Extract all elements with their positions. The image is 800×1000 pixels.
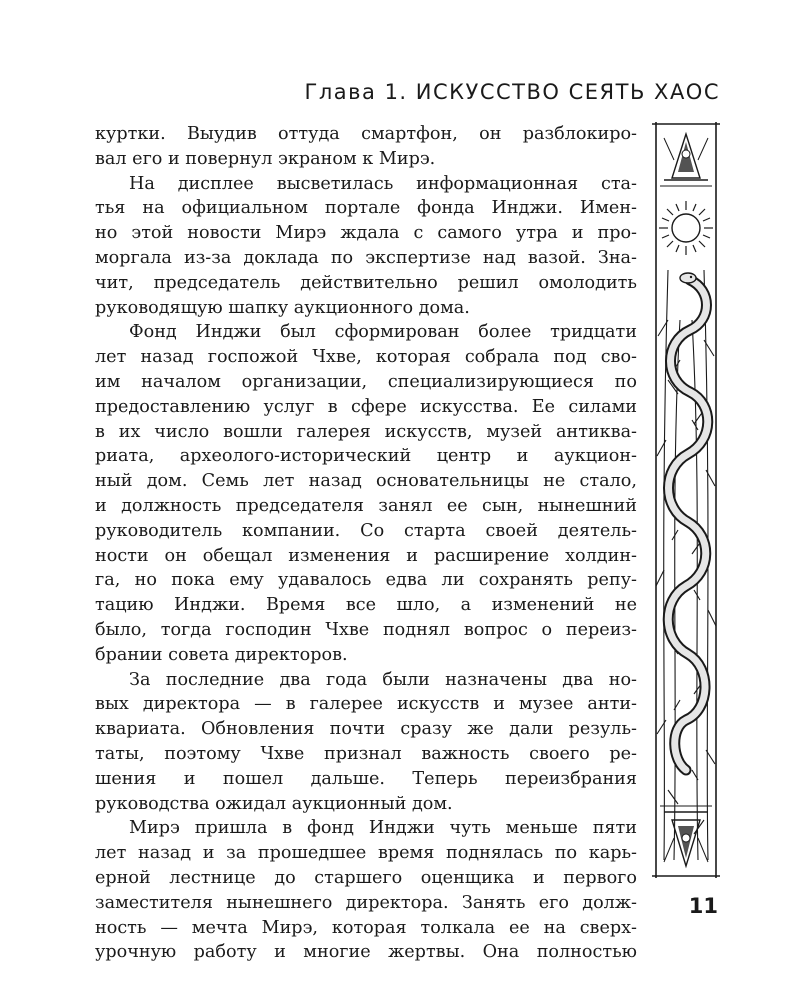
text-line: ность — мечта Мирэ, которая толкала ее на сверх-: [95, 917, 637, 938]
page-number: 11: [688, 894, 718, 918]
text-line: вал его и повернул экраном к Мирэ.: [95, 148, 436, 169]
text-line: моргала из-за доклада по экспертизе над вазой. Зна-: [95, 247, 637, 268]
text-line: было, тогда господин Чхве поднял вопрос о переиз-: [95, 619, 637, 640]
text-line: На дисплее высветилась информационная ста-: [129, 173, 637, 194]
text-line: За последние два года были назначены два но-: [129, 669, 637, 690]
bottom-figure-icon: [660, 806, 712, 866]
text-line: в их число вошли галерея искусств, музей антиква-: [95, 421, 637, 442]
text-line: шения и пошел дальше. Теперь переизбрания: [95, 768, 637, 789]
text-line: руководитель компании. Со старта своей деятель-: [95, 520, 637, 541]
text-line: заместителя нынешнего директора. Занять его долж-: [95, 892, 637, 913]
text-line: га, но пока ему удавалось едва ли сохранять репу-: [95, 570, 637, 591]
top-figure-icon: [660, 134, 712, 186]
text-line: квариата. Обновления почти сразу же дали резуль-: [95, 719, 637, 740]
text-line: тья на официальном портале фонда Инджи. Имен-: [95, 198, 637, 219]
text-line: вых директора — в галерее искусств и музее анти-: [95, 694, 637, 715]
text-line: куртки. Выудив оттуда смартфон, он разблокиро-: [95, 124, 637, 144]
text-line: ный дом. Семь лет назад основательницы не стало,: [95, 471, 637, 492]
text-line: Фонд Инджи был сформирован более тридцати: [129, 322, 637, 343]
serpent-icon: [668, 273, 708, 770]
text-line: Мирэ пришла в фонд Инджи чуть меньше пяти: [129, 818, 637, 839]
text-line: лет назад и за прошедшее время поднялась по карь-: [95, 843, 637, 864]
text-line: но этой новости Мирэ ждала с самого утра и про-: [95, 223, 637, 244]
text-line: таты, поэтому Чхве признал важность своего ре-: [95, 743, 637, 764]
text-line: лет назад госпожой Чхве, которая собрала под сво-: [95, 347, 637, 368]
sun-icon: [659, 201, 713, 255]
text-line: риата, археолого-исторический центр и аукцион-: [95, 446, 637, 467]
running-head: Глава 1. ИСКУССТВО СЕЯТЬ ХАОС: [304, 80, 720, 104]
snake-and-reeds-ornament-icon: [650, 120, 722, 880]
text-line: руководства ожидал аукционный дом.: [95, 793, 453, 814]
text-line: брании совета директоров.: [95, 644, 348, 665]
text-line: им началом организации, специализирующиеся по: [95, 371, 637, 392]
text-line: и должность председателя занял ее сын, нынешний: [95, 495, 637, 516]
text-line: предоставлению услуг в сфере искусства. Ее силами: [95, 396, 637, 417]
text-line: руководящую шапку аукционного дома.: [95, 297, 470, 318]
body-text: [95, 122, 637, 965]
text-line: чит, председатель действительно решил омолодить: [95, 272, 637, 293]
text-line: тацию Инджи. Время все шло, а изменений не: [95, 595, 637, 616]
text-line: ерной лестнице до старшего оценщика и первого: [95, 867, 637, 888]
text-line: урочную работу и многие жертвы. Она полностью: [95, 942, 637, 963]
text-line: ности он обещал изменения и расширение холдин-: [95, 545, 637, 566]
